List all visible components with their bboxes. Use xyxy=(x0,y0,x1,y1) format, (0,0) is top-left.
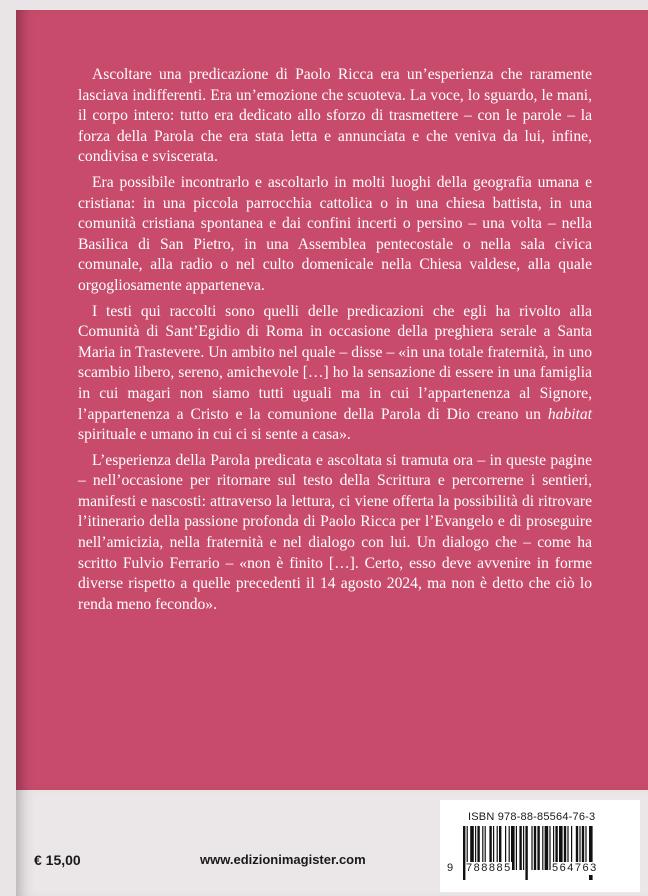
publisher-website: www.edizionimagister.com xyxy=(200,852,366,867)
barcode-bar xyxy=(523,826,524,870)
barcode-digit-lead: 9 xyxy=(447,862,455,874)
price-label: € 15,00 xyxy=(34,852,81,868)
barcode-bar xyxy=(545,826,549,870)
blurb-paragraph xyxy=(78,65,592,168)
barcode-bar xyxy=(534,826,536,870)
barcode-bar xyxy=(549,826,550,870)
blurb-text: spirituale e umano in cui ci si sente a casa». xyxy=(78,426,351,444)
barcode-bar xyxy=(519,826,521,870)
back-cover-blurb xyxy=(78,65,592,620)
blurb-paragraph xyxy=(78,451,592,616)
isbn-label: ISBN 978-88-85564-76-3 xyxy=(468,811,596,823)
blurb-text: L’esperienza della Parola predicata e ascoltata si tramuta ora – in queste pagine – nell’occasione per ritornare sul testo della Scrittura e percorrerne i sentieri, manifesti e nascosti: attraverso la lettura, ci viene offerta la possibilità di ritrovare l’itinerario della passione profonda di Paolo Ricca per l’Evangelo e di proseguire nell’amicizia, nella fraternità e nel dialogo con lui. Un dialogo che – come ha scritto Fulvio Ferrario – «non è finito […]. Certo, esso deve avvenire in forme diverse rispetto a quelle precedenti il 14 agosto 2024, ma non è detto che ciò lo renda meno fecondo». xyxy=(78,451,592,613)
blurb-paragraph xyxy=(78,173,592,297)
barcode-bar xyxy=(537,826,539,870)
barcode-digits-right: 564763 xyxy=(552,862,598,874)
barcode-bar xyxy=(542,826,543,870)
blurb-text: Ascoltare una predicazione di Paolo Ricca era un’esperienza che raramente lasciava indifferenti. Era un’emozione che scuoteva. La voce, lo sguardo, le mani, il corpo intero: tutto era dedicato allo sforzo di trasmettere – con le parole – la forza della Parola che era stata letta e annunciata e che veniva da lui, infine, condivisa e sviscerata. xyxy=(78,66,592,166)
barcode-bar xyxy=(531,826,532,870)
blurb-paragraph xyxy=(78,302,592,446)
barcode-digits-left: 788885 xyxy=(466,862,512,874)
blurb-italic-text: habitat xyxy=(547,405,592,423)
barcode-bar xyxy=(525,826,527,880)
blurb-text: Era possibile incontrarlo e ascoltarlo in molti luoghi della geografia umana e cristiana: in una piccola parrocchia cattolica o in una chiesa battista, in una comunità cristiana spontanea e dai confini incerti o persino – una volta – nella Basilica di San Pietro, in una Assemblea pentecostale o nella sala civica comunale, alla radio o nel culto domenicale nella Chiesa valdese, alla quale orgogliosamente apparteneva. xyxy=(78,173,592,294)
barcode-bar xyxy=(516,826,517,870)
blurb-text: I testi qui raccolti sono quelli delle predicazioni che egli ha rivolto alla Comunità di Sant’Egidio di Roma in occasione della preghiera serale a Santa Maria in Trastevere. Un ambito nel quale – disse – «in una totale fraternità, in uno scambio libero, sereno, amichevole […] ho la sensazione di essere in una famiglia in cui magari non siamo tutti uguali ma in cui l’appartenenza al Signore, l’appartenenza a Cristo e la comunione della Parola di Dio creano un xyxy=(78,302,592,423)
